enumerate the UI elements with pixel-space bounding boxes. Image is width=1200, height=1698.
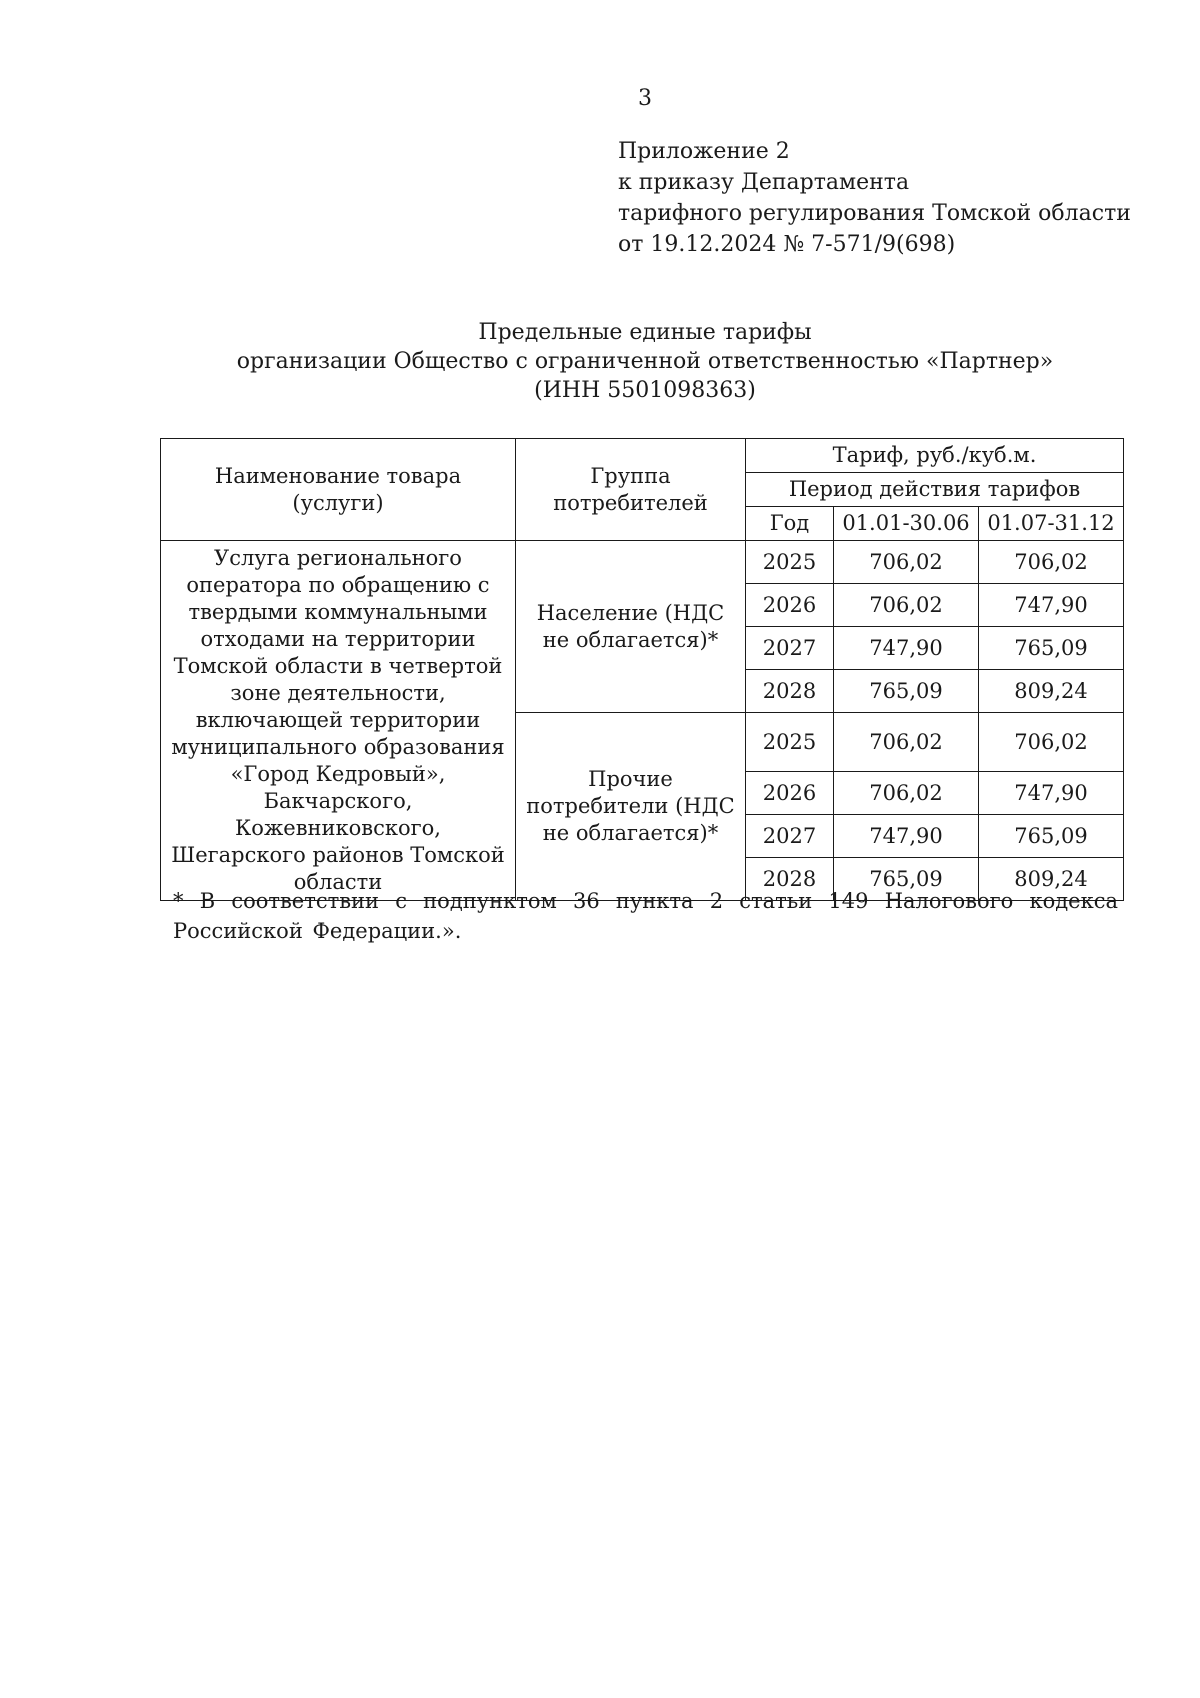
appendix-block xyxy=(618,136,1131,260)
header-period-2: 01.07-31.12 xyxy=(979,507,1124,541)
year-cell: 2028 xyxy=(746,858,834,901)
tariff-cell-p2: 747,90 xyxy=(979,584,1124,627)
tariff-cell-p1: 765,09 xyxy=(834,858,979,901)
year-cell: 2026 xyxy=(746,584,834,627)
tariff-cell-p2: 765,09 xyxy=(979,815,1124,858)
appendix-line-2: к приказу Департамента xyxy=(618,170,910,195)
group-name: Прочие потребители (НДС не облагается)* xyxy=(516,713,746,901)
appendix-line-3: тарифного регулирования Томской области xyxy=(618,201,1131,226)
tariff-cell-p1: 706,02 xyxy=(834,713,979,772)
year-cell: 2026 xyxy=(746,772,834,815)
tariff-cell-p1: 706,02 xyxy=(834,541,979,584)
tariff-cell-p2: 809,24 xyxy=(979,670,1124,713)
title-line-2: организации Общество с ограниченной ответственностью «Партнер» xyxy=(236,349,1054,374)
footnote: * В соответствии с подпунктом 36 пункта 2 статьи 149 Налогового кодекса Российской Федерации.». xyxy=(173,889,1118,943)
tariff-table xyxy=(160,438,1124,901)
page-number: 3 xyxy=(638,86,652,111)
year-cell: 2027 xyxy=(746,627,834,670)
header-period: Период действия тарифов xyxy=(746,473,1124,507)
header-group: Группа потребителей xyxy=(516,439,746,541)
tariff-cell-p1: 706,02 xyxy=(834,772,979,815)
header-year: Год xyxy=(746,507,834,541)
table-row xyxy=(161,541,1124,584)
year-cell: 2028 xyxy=(746,670,834,713)
title-line-3: (ИНН 5501098363) xyxy=(534,378,756,403)
header-period-1: 01.01-30.06 xyxy=(834,507,979,541)
document-title xyxy=(160,318,1130,405)
year-cell: 2025 xyxy=(746,541,834,584)
tariff-cell-p2: 765,09 xyxy=(979,627,1124,670)
header-tariff: Тариф, руб./куб.м. xyxy=(746,439,1124,473)
tariff-cell-p2: 809,24 xyxy=(979,858,1124,901)
header-name: Наименование товара (услуги) xyxy=(161,439,516,541)
year-cell: 2025 xyxy=(746,713,834,772)
service-name: Услуга регионального оператора по обращению с твердыми коммунальными отходами на территории Томской области в четвертой зоне деятельности, включающей территории муниципального образования «Город Кедровый», Бакчарского, Кожевниковского, Шегарского районов Томской области xyxy=(161,541,516,901)
tariff-cell-p2: 706,02 xyxy=(979,713,1124,772)
appendix-line-1: Приложение 2 xyxy=(618,139,790,164)
tariff-cell-p1: 747,90 xyxy=(834,627,979,670)
year-cell: 2027 xyxy=(746,815,834,858)
appendix-line-4: от 19.12.2024 № 7-571/9(698) xyxy=(618,232,956,257)
tariff-cell-p1: 706,02 xyxy=(834,584,979,627)
tariff-cell-p2: 747,90 xyxy=(979,772,1124,815)
title-line-1: Предельные единые тарифы xyxy=(478,320,812,345)
tariff-cell-p2: 706,02 xyxy=(979,541,1124,584)
tariff-cell-p1: 765,09 xyxy=(834,670,979,713)
tariff-cell-p1: 747,90 xyxy=(834,815,979,858)
group-name: Население (НДС не облагается)* xyxy=(516,541,746,713)
